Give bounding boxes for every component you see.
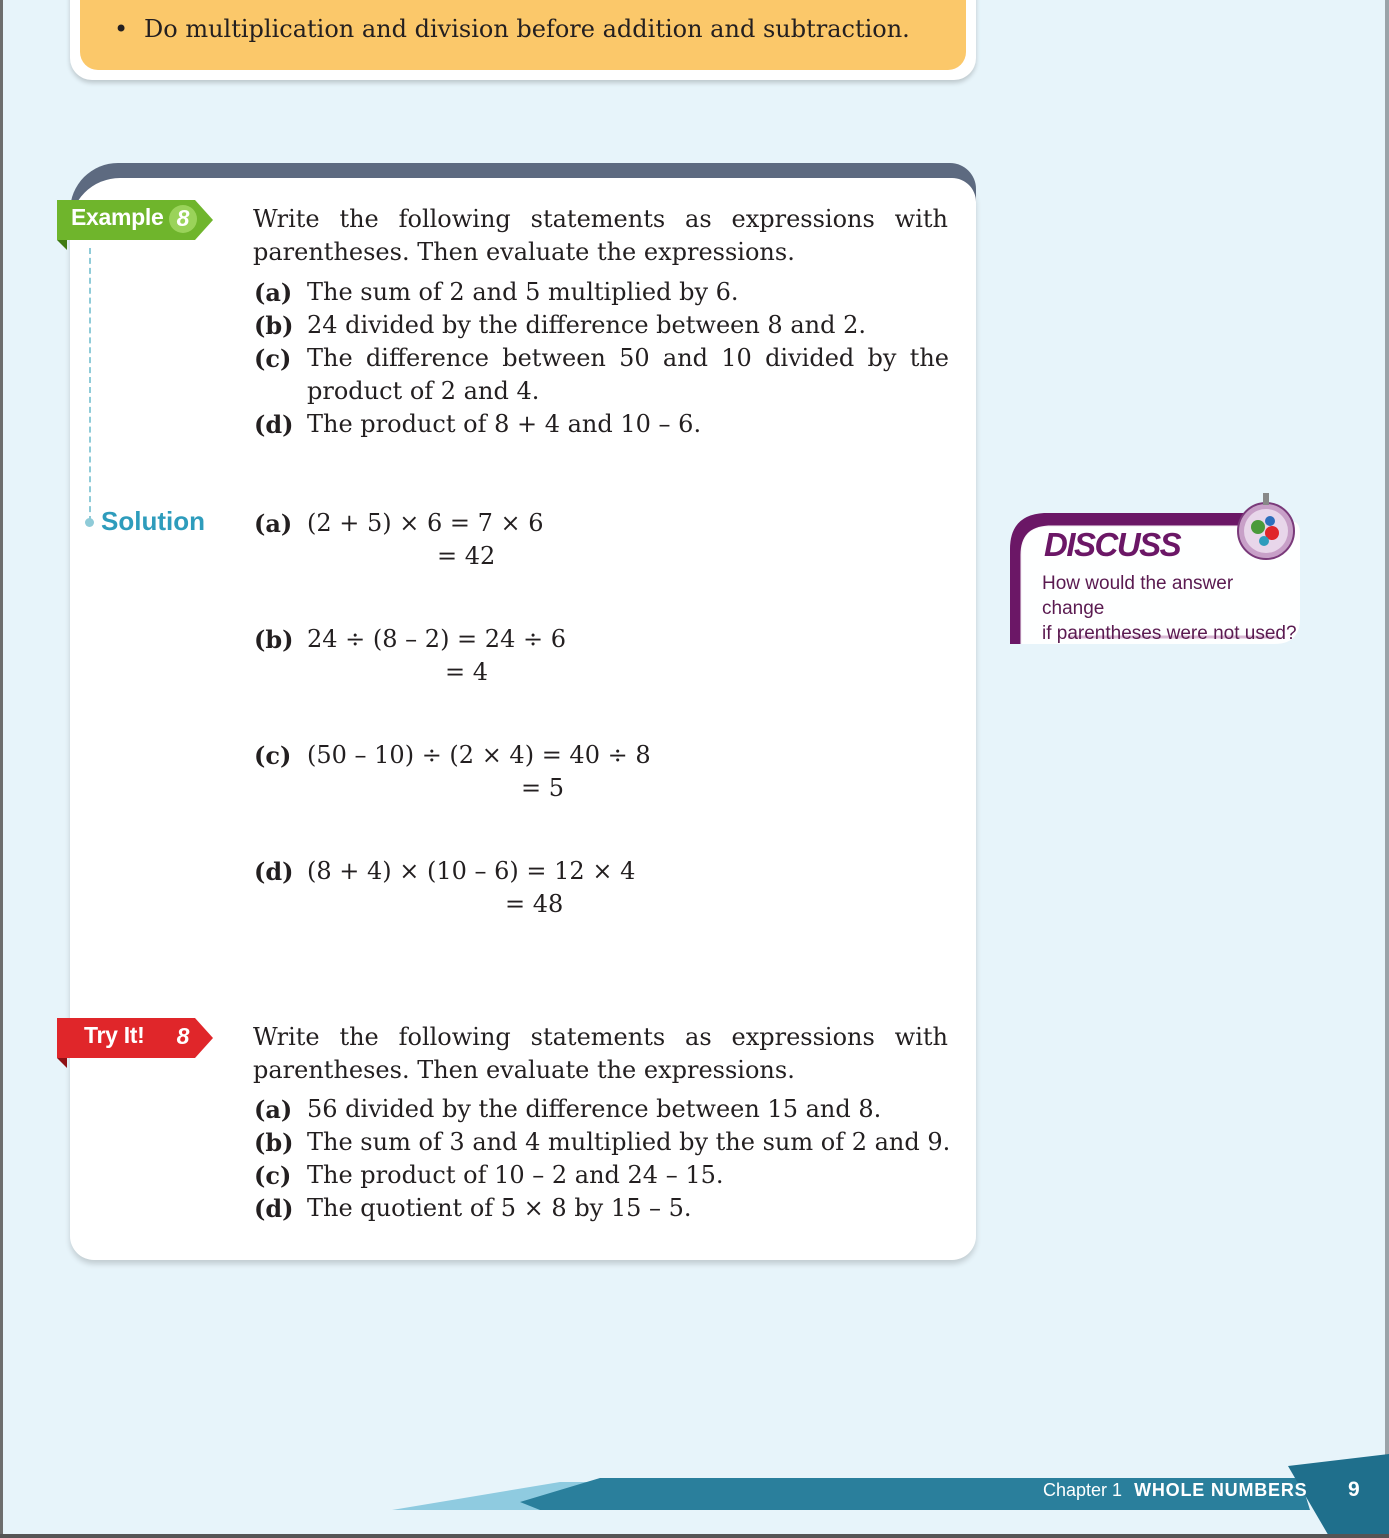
try-it-tag [57, 1016, 213, 1060]
page-bottom-border [0, 1534, 1389, 1538]
rule-item [114, 15, 910, 43]
example-item-letter: (c) [254, 344, 292, 373]
example-item-text: The sum of 2 and 5 multiplied by 6. [307, 278, 739, 306]
example-item-text: The difference between 50 and 10 divided by the [307, 344, 949, 372]
solution-connector-dot [85, 518, 94, 527]
bullet-icon: • [114, 15, 129, 43]
try-it-item-letter: (c) [254, 1161, 292, 1190]
solution-label: Solution [101, 506, 205, 536]
order-of-operations-rules-box [70, 0, 976, 80]
try-it-item-text: The product of 10 – 2 and 24 – 15. [307, 1161, 724, 1189]
solution-step-letter: (b) [254, 625, 294, 654]
try-it-intro-line2: parentheses. Then evaluate the expressions. [253, 1056, 795, 1084]
page-left-border [0, 0, 3, 1538]
discuss-box [1008, 509, 1300, 644]
example-item-text: The product of 8 + 4 and 10 – 6. [307, 410, 702, 438]
example-number: 8 [176, 205, 190, 231]
solution-step-line1: (8 + 4) × (10 – 6) = 12 × 4 [307, 857, 636, 885]
page-right-border [1385, 0, 1389, 1538]
example-item-text-continued: product of 2 and 4. [307, 377, 540, 405]
solution-step-line1: (50 – 10) ÷ (2 × 4) = 40 ÷ 8 [307, 741, 651, 769]
try-it-number: 8 [176, 1023, 190, 1049]
example-item-letter: (a) [254, 278, 293, 307]
example-tag [57, 198, 213, 242]
solution-step-line1: 24 ÷ (8 – 2) = 24 ÷ 6 [307, 625, 566, 653]
solution-step-line2: = 42 [437, 542, 496, 570]
example-label: Example [71, 204, 164, 230]
example-intro-line2: parentheses. Then evaluate the expressions. [253, 238, 795, 266]
try-it-item-letter: (a) [254, 1095, 293, 1124]
example-item-letter: (b) [254, 311, 294, 340]
discuss-title: DISCUSS [1044, 526, 1181, 563]
try-it-item-text: The quotient of 5 × 8 by 15 – 5. [307, 1194, 692, 1222]
try-it-intro-line1: Write the following statements as expressions with [253, 1023, 948, 1051]
footer-chapter: Chapter 1 [1043, 1480, 1123, 1500]
footer-chapter-title [1043, 1480, 1307, 1501]
example-item-text: 24 divided by the difference between 8 and 2. [307, 311, 866, 339]
try-it-item-text: The sum of 3 and 4 multiplied by the sum of 2 and 9. [307, 1128, 951, 1156]
gears-icon [1236, 491, 1300, 561]
footer-title: WHOLE NUMBERS [1134, 1480, 1308, 1500]
rule-text: Do multiplication and division before addition and subtraction. [144, 15, 910, 43]
solution-step-letter: (c) [254, 741, 292, 770]
example-intro-line1: Write the following statements as expressions with [253, 205, 948, 233]
discuss-question [1042, 571, 1300, 646]
try-it-item-letter: (d) [254, 1194, 294, 1223]
solution-step-letter: (a) [254, 509, 293, 538]
solution-step-line1: (2 + 5) × 6 = 7 × 6 [307, 509, 544, 537]
try-it-label: Try It! [84, 1022, 145, 1048]
solution-step-line2: = 5 [521, 774, 565, 802]
example-item-letter: (d) [254, 410, 294, 439]
solution-step-letter: (d) [254, 857, 294, 886]
discuss-question-line2: if parentheses were not used? [1042, 623, 1297, 644]
page-number: 9 [1348, 1478, 1360, 1501]
try-it-item-letter: (b) [254, 1128, 294, 1157]
try-it-item-text: 56 divided by the difference between 15 and 8. [307, 1095, 882, 1123]
solution-step-line2: = 48 [505, 890, 564, 918]
discuss-question-line1: How would the answer change [1042, 573, 1234, 619]
solution-step-line2: = 4 [445, 658, 489, 686]
example-connector-line [89, 248, 91, 522]
rules-box-background [80, 0, 966, 70]
